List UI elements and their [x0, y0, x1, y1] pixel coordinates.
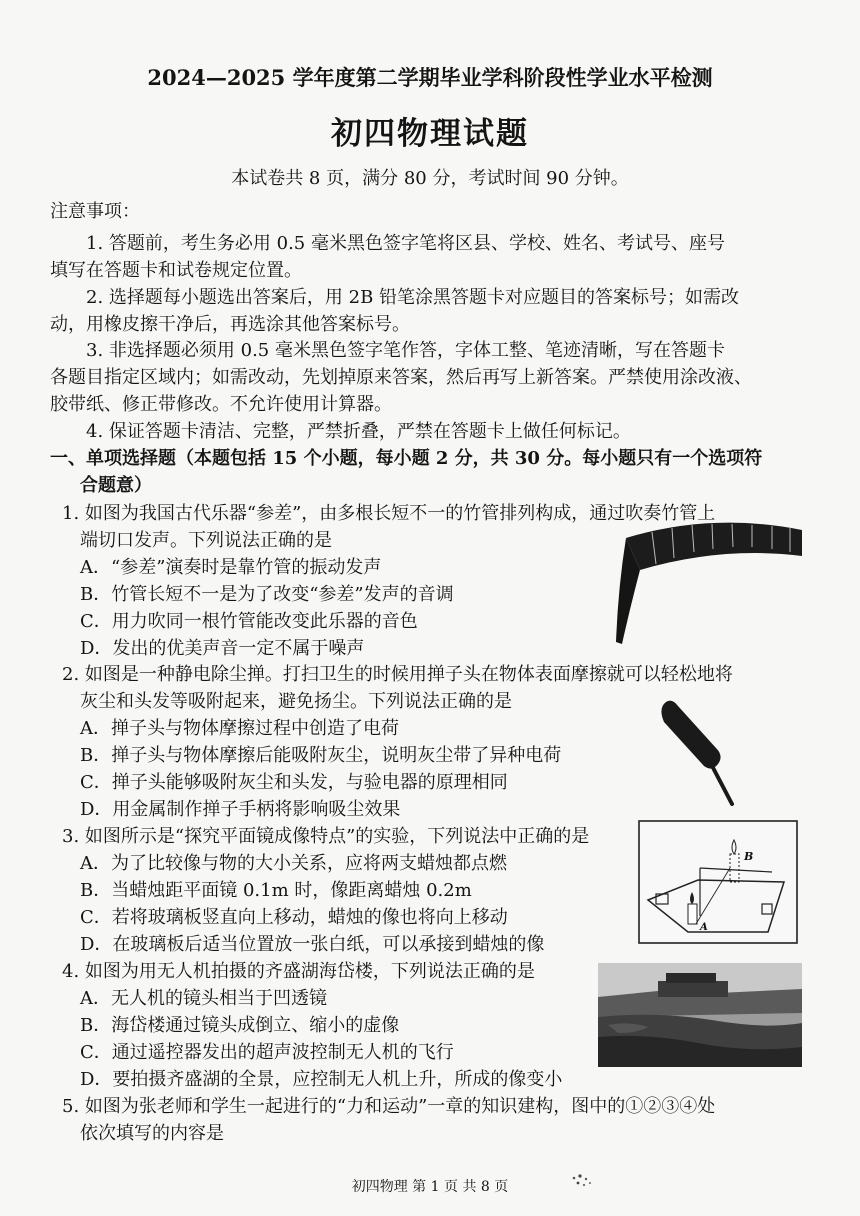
- section-heading: 一、单项选择题（本题包括 15 个小题，每小题 2 分，共 30 分。每小题只有一个选项符: [50, 448, 763, 469]
- page-title: 初四物理试题: [331, 116, 529, 152]
- question-5-stem: 5. 如图为张老师和学生一起进行的“力和运动”一章的知识建构，图中的①②③④处: [62, 1096, 716, 1117]
- question-1-stem: 端切口发声。下列说法正确的是: [80, 530, 332, 551]
- question-3-option-b: B．当蜡烛距平面镜 0.1m 时，像距离蜡烛 0.2m: [80, 880, 472, 901]
- question-3-option-d: D．在玻璃板后适当位置放一张白纸，可以承接到蜡烛的像: [80, 934, 545, 955]
- notice-line: 3. 非选择题必须用 0.5 毫米黑色签字笔作答，字体工整、笔迹清晰，写在答题卡: [86, 340, 725, 361]
- question-3-option-a: A．为了比较像与物的大小关系，应将两支蜡烛都点燃: [80, 853, 507, 874]
- notice-line: 动，用橡皮擦干净后，再选涂其他答案标号。: [50, 314, 410, 335]
- question-4-stem: 4. 如图为用无人机拍摄的齐盛湖海岱楼，下列说法正确的是: [62, 961, 535, 982]
- question-2-option-a: A．掸子头与物体摩擦过程中创造了电荷: [80, 718, 399, 739]
- notice-line: 1. 答题前，考生务必用 0.5 毫米黑色签字笔将区县、学校、姓名、考试号、座号: [86, 233, 725, 254]
- question-2-stem: 灰尘和头发等吸附起来，避免扬尘。下列说法正确的是: [80, 691, 512, 712]
- question-1-option-b: B．竹管长短不一是为了改变“参差”发声的音调: [80, 584, 454, 605]
- notice-line: 各题目指定区域内；如需改动，先划掉原来答案，然后再写上新答案。严禁使用涂改液、: [50, 367, 752, 388]
- question-1-stem: 1. 如图为我国古代乐器“参差”，由多根长短不一的竹管排列构成，通过吹奏竹管上: [62, 503, 716, 524]
- question-5-stem: 依次填写的内容是: [80, 1123, 224, 1144]
- notice-line: 胶带纸、修正带修改。不允许使用计算器。: [50, 394, 392, 415]
- question-2-option-b: B．掸子头与物体摩擦后能吸附灰尘，说明灰尘带了异种电荷: [80, 745, 562, 766]
- pan-flute-image: [612, 518, 808, 648]
- candle-b-label: B: [744, 850, 754, 863]
- question-3-stem: 3. 如图所示是“探究平面镜成像特点”的实验，下列说法中正确的是: [62, 826, 590, 847]
- scan-mark-icon: [568, 1172, 594, 1190]
- question-1-option-c: C．用力吹同一根竹管能改变此乐器的音色: [80, 611, 418, 632]
- question-4-option-d: D．要拍摄齐盛湖的全景，应控制无人机上升，所成的像变小: [80, 1069, 563, 1090]
- candle-a-label: A: [700, 922, 708, 933]
- notice-heading: 注意事项：: [50, 201, 140, 222]
- question-2-option-d: D．用金属制作掸子手柄将影响吸尘效果: [80, 799, 401, 820]
- question-2-option-c: C．掸子头能够吸附灰尘和头发，与验电器的原理相同: [80, 772, 508, 793]
- exam-subtitle: 2024—2025 学年度第二学期毕业学科阶段性学业水平检测: [147, 65, 713, 90]
- exam-info: 本试卷共 8 页，满分 80 分，考试时间 90 分钟。: [231, 168, 629, 189]
- drone-photo-image: [598, 963, 802, 1067]
- page-footer: 初四物理 第 1 页 共 8 页: [351, 1179, 509, 1195]
- notice-line: 4. 保证答题卡清洁、完整，严禁折叠，严禁在答题卡上做任何标记。: [86, 421, 631, 442]
- section-heading-cont: 合题意）: [80, 475, 152, 496]
- static-duster-image: [648, 692, 738, 812]
- question-1-option-d: D．发出的优美声音一定不属于噪声: [80, 638, 365, 659]
- question-4-option-b: B．海岱楼通过镜头成倒立、缩小的虚像: [80, 1015, 400, 1036]
- question-4-option-a: A．无人机的镜头相当于凹透镜: [80, 988, 327, 1009]
- question-4-option-c: C．通过遥控器发出的超声波控制无人机的飞行: [80, 1042, 454, 1063]
- question-1-option-a: A．“参差”演奏时是靠竹管的振动发声: [80, 557, 382, 578]
- question-2-stem: 2. 如图是一种静电除尘掸。打扫卫生的时候用掸子头在物体表面摩擦就可以轻松地将: [62, 664, 733, 685]
- notice-line: 2. 选择题每小题选出答案后，用 2B 铅笔涂黑答题卡对应题目的答案标号；如需改: [86, 287, 740, 308]
- question-3-option-c: C．若将玻璃板竖直向上移动，蜡烛的像也将向上移动: [80, 907, 508, 928]
- notice-line: 填写在答题卡和试卷规定位置。: [50, 260, 302, 281]
- plane-mirror-experiment-image: [638, 820, 798, 944]
